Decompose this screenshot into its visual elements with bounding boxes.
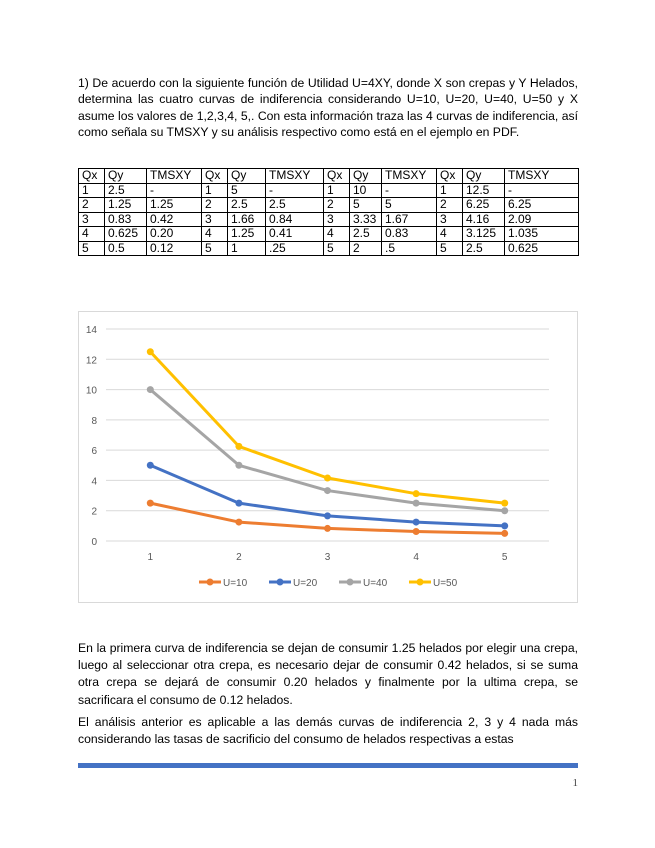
table-cell: .5 [382,241,437,256]
data-point [147,500,154,507]
legend-label: U=20 [293,578,318,589]
table-cell: 1 [324,183,350,198]
legend-item [199,578,248,589]
table-cell: 0.5 [105,241,147,256]
x-tick-label: 4 [413,552,419,563]
table-cell: 6.25 [463,198,505,213]
indifference-chart [78,311,578,603]
table-cell: 1 [437,183,463,198]
x-tick-label: 5 [501,552,508,563]
table-header-cell: TMSXY [382,169,437,184]
legend-label: U=50 [433,578,458,589]
question-text: 1) De acuerdo con la siguiente función de Utilidad U=4XY, donde X son crepas y Y Helados, determina las cuatro curvas de indiferencia considerando U=10, U=20, U=40, U=50 y X asume los valores de 1,2,3,4, 5,. Con esta información traza las 4 curvas de indiferencia, así como señala su TMSXY y su análisis respectivo como está en el ejemplo en PDF. [78,76,578,140]
data-point [235,443,242,450]
y-tick-label: 12 [85,355,97,367]
table-cell: 2 [324,198,350,213]
table-cell: - [382,183,437,198]
series-u-20 [147,462,508,530]
table-cell: 2 [350,241,382,256]
table-row [79,212,579,227]
x-tick-label: 1 [147,552,154,563]
table-cell: 3 [79,212,105,227]
line-chart-svg [79,312,579,604]
table-cell: 4 [79,227,105,242]
table-cell: 0.625 [505,241,579,256]
y-tick-label: 2 [91,506,97,518]
table-cell: 1.66 [228,212,266,227]
y-tick-label: 6 [91,446,97,458]
data-point [413,490,420,497]
table-cell: 2 [79,198,105,213]
table-header-cell: Qy [228,169,266,184]
table-cell: - [147,183,202,198]
table-cell: 3 [202,212,228,227]
table-cell: 0.12 [147,241,202,256]
legend-marker [417,579,424,586]
table-cell: 1 [79,183,105,198]
table-header-row [79,169,579,184]
table-cell: 5 [437,241,463,256]
table-cell: 3.125 [463,227,505,242]
table-cell: 4 [437,227,463,242]
table-cell: 3 [437,212,463,227]
data-point [413,528,420,535]
y-tick-label: 0 [91,537,97,548]
table-cell: 2.5 [350,227,382,242]
table-cell: 1.25 [105,198,147,213]
table-cell: 0.41 [266,227,324,242]
data-point [147,348,154,355]
table-cell: 5 [324,241,350,256]
table-header-cell: TMSXY [505,169,579,184]
x-tick-label: 2 [236,552,242,563]
table-cell: 4.16 [463,212,505,227]
table-cell: 0.42 [147,212,202,227]
table-header-cell: Qy [350,169,382,184]
table-cell: 5 [228,183,266,198]
data-point [324,475,331,482]
table-cell: 10 [350,183,382,198]
table-cell: 1.67 [382,212,437,227]
table-header-cell: Qx [79,169,105,184]
table-header-cell: Qy [105,169,147,184]
table-cell: 5 [79,241,105,256]
table-cell: .25 [266,241,324,256]
data-point [324,487,331,494]
table-cell: 5 [350,198,382,213]
data-point [147,386,154,393]
legend-marker [347,579,354,586]
table-cell: 2.5 [463,241,505,256]
data-point [147,462,154,469]
table-cell: 3 [324,212,350,227]
data-point [501,522,508,529]
legend-label: U=10 [223,578,248,589]
table-cell: 6.25 [505,198,579,213]
table-cell: 4 [202,227,228,242]
analysis-paragraph-1: En la primera curva de indiferencia se dejan de consumir 1.25 helados por elegir una crepa, luego al seleccionar otra crepa, es necesario dejar de consumir 0.42 helados, si se suma otra crepa se dejará de consumir 0.20 helados y finalmente por la ultima crepa, se sacrificara el consumo de 0.12 helados. [78,641,578,707]
table-cell: 1.25 [228,227,266,242]
table-cell: 1 [228,241,266,256]
data-point [235,519,242,526]
legend-item [409,578,458,589]
table-cell: 2 [437,198,463,213]
table-row [79,198,579,213]
table-cell: 3.33 [350,212,382,227]
table-cell: 2.5 [266,198,324,213]
table-row [79,183,579,198]
table-cell: 0.625 [105,227,147,242]
table-cell: 2.5 [228,198,266,213]
table-cell: 2.09 [505,212,579,227]
table-header-cell: Qx [437,169,463,184]
table-cell: 2.5 [105,183,147,198]
legend-marker [207,579,214,586]
data-point [324,512,331,519]
y-tick-label: 10 [85,385,97,397]
page-number: 1 [572,777,578,789]
table-cell: - [266,183,324,198]
table-cell: 4 [324,227,350,242]
legend-item [339,578,388,589]
legend-item [269,578,318,589]
table-cell: 5 [382,198,437,213]
indifference-table [78,168,579,256]
data-point [413,519,420,526]
table-row [79,241,579,256]
data-point [324,525,331,532]
table-cell: 5 [202,241,228,256]
table-cell: 2 [202,198,228,213]
table-header-cell: TMSXY [147,169,202,184]
analysis-paragraph-2: El análisis anterior es aplicable a las demás curvas de indiferencia 2, 3 y 4 nada más considerando las tasas de sacrificio del consumo de helados respectivas a estas [78,715,578,747]
table-cell: 0.84 [266,212,324,227]
series-u-50 [147,348,508,506]
data-point [413,500,420,507]
table-cell: 1 [202,183,228,198]
data-point [501,507,508,514]
data-point [501,500,508,507]
y-tick-label: 14 [85,325,97,336]
data-point [235,500,242,507]
table-cell: 0.20 [147,227,202,242]
table-header-cell: Qx [202,169,228,184]
table-cell: 0.83 [105,212,147,227]
legend-label: U=40 [363,578,388,589]
legend-marker [277,579,284,586]
data-point [235,462,242,469]
table-row [79,227,579,242]
data-point [501,530,508,537]
table-cell: 1.25 [147,198,202,213]
x-tick-label: 3 [324,552,331,563]
footer-divider [78,763,578,768]
table-header-cell: TMSXY [266,169,324,184]
table-cell: 12.5 [463,183,505,198]
y-tick-label: 8 [91,415,97,427]
table-header-cell: Qy [463,169,505,184]
table-cell: 0.83 [382,227,437,242]
table-header-cell: Qx [324,169,350,184]
table-cell: 1.035 [505,227,579,242]
y-tick-label: 4 [91,476,97,488]
table-cell: - [505,183,579,198]
